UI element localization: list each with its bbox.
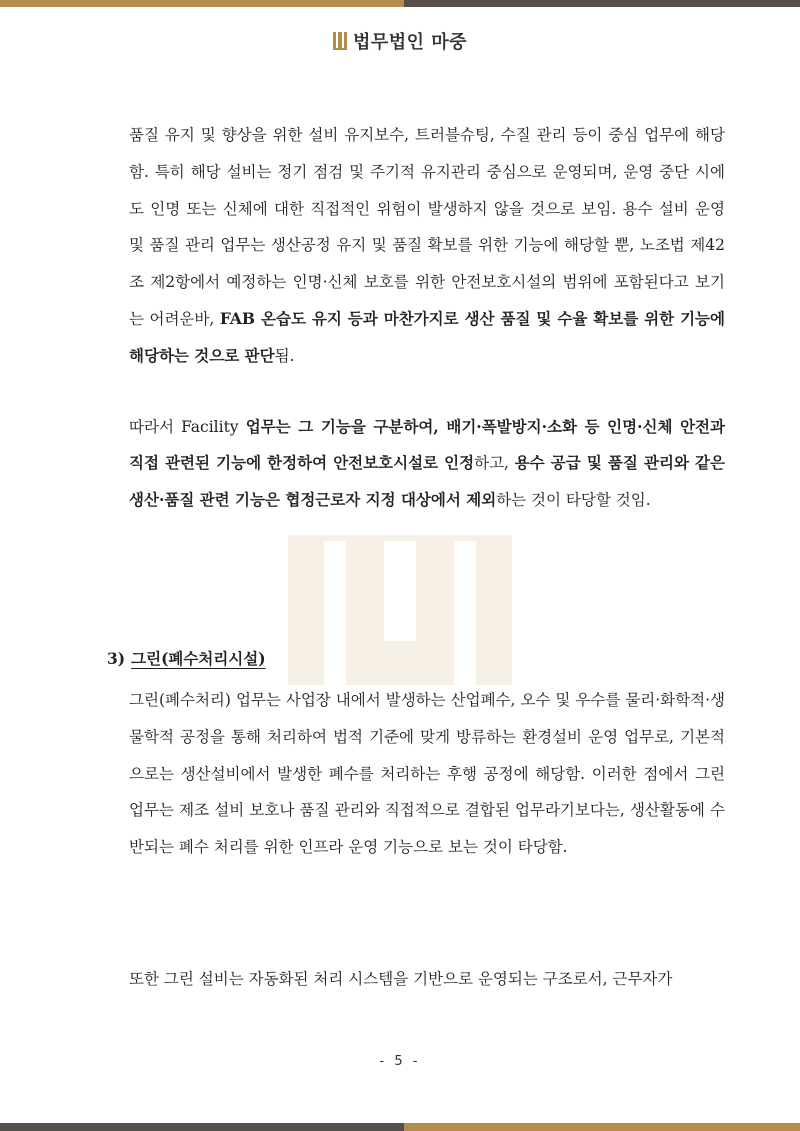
paragraph-facility-water (129, 117, 725, 375)
top-bar-dark-segment (404, 0, 800, 7)
section-3-body (129, 682, 725, 866)
paragraph-facility-conclusion (129, 409, 725, 519)
bottom-decorative-bar (0, 1123, 800, 1131)
section-3-heading (107, 641, 266, 677)
brand-name: 법무법인 마중 (352, 32, 468, 53)
top-decorative-bar (0, 0, 800, 7)
book-logo-icon (333, 32, 347, 50)
book-watermark-icon (288, 535, 512, 685)
paragraph-text: 됨. (274, 346, 295, 365)
top-bar-gold-segment (0, 0, 404, 7)
paragraph-bold-text: 용수 공급 및 품질 관리와 같은 생산·품질 관련 기능은 협정근로자 지정 대상에서 제외 (129, 453, 725, 510)
paragraph-green-overview: 그린(폐수처리) 업무는 사업장 내에서 발생하는 산업폐수, 오수 및 우수를 물리·화학적·생물학적 공정을 통해 처리하여 법적 기준에 맞게 방류하는 환경설비 운영 업무로, 기본적으로는 생산설비에서 발생한 폐수를 처리하는 후행 공정에 해당함. 이러한 점에서 그린 업무는 제조 설비 보호나 품질 관리와 직접적으로 결합된 업무라기보다는, 생산활동에 수반되는 폐수 처리를 위한 인프라 운영 기능으로 보는 것이 타당함. (129, 691, 725, 857)
section-number: 3) (107, 649, 126, 668)
section-3-continued (129, 961, 725, 998)
section-a-text (129, 117, 725, 519)
paragraph-bold-text: 업무는 그 기능을 구분하여, 배기·폭발방지·소화 등 인명·신체 안전과 직접 관련된 기능에 한정하여 안전보호시설로 인정 (129, 416, 725, 473)
paragraph-text: 품질 유지 및 향상을 위한 설비 유지보수, 트러블슈팅, 수질 관리 등이 중심 업무에 해당함. 특히 해당 설비는 정기 점검 및 주기적 유지관리 중심으로 운영되며, 운영 중단 시에도 인명 또는 신체에 대한 직접적인 위험이 발생하지 않을 것으로 보임. 용수 설비 운영 및 품질 관리 업무는 생산공정 유지 및 품질 확보를 위한 기능에 해당할 뿐, 노조법 제42조 제2항에서 예정하는 인명·신체 보호를 위한 안전보호시설의 범위에 포함된다고 보기는 어려운바, (129, 126, 725, 328)
paragraph-text: 하는 것이 타당할 것임. (496, 491, 651, 510)
bottom-bar-gold-segment (404, 1123, 800, 1131)
page-number: - 5 - (379, 1054, 421, 1069)
paragraph-bold-text: FAB 온습도 유지 등과 마찬가지로 생산 품질 및 수율 확보를 위한 기능에 해당하는 것으로 판단 (129, 308, 726, 365)
bottom-bar-dark-segment (0, 1123, 404, 1131)
section-title: 그린(폐수처리시설) (131, 649, 266, 668)
paragraph-text: 하고, (474, 454, 515, 473)
paragraph-green-automation: 또한 그린 설비는 자동화된 처리 시스템을 기반으로 운영되는 구조로서, 근무자가 (129, 970, 673, 988)
paragraph-text: 따라서 Facility (129, 417, 246, 436)
page-header (0, 28, 800, 54)
